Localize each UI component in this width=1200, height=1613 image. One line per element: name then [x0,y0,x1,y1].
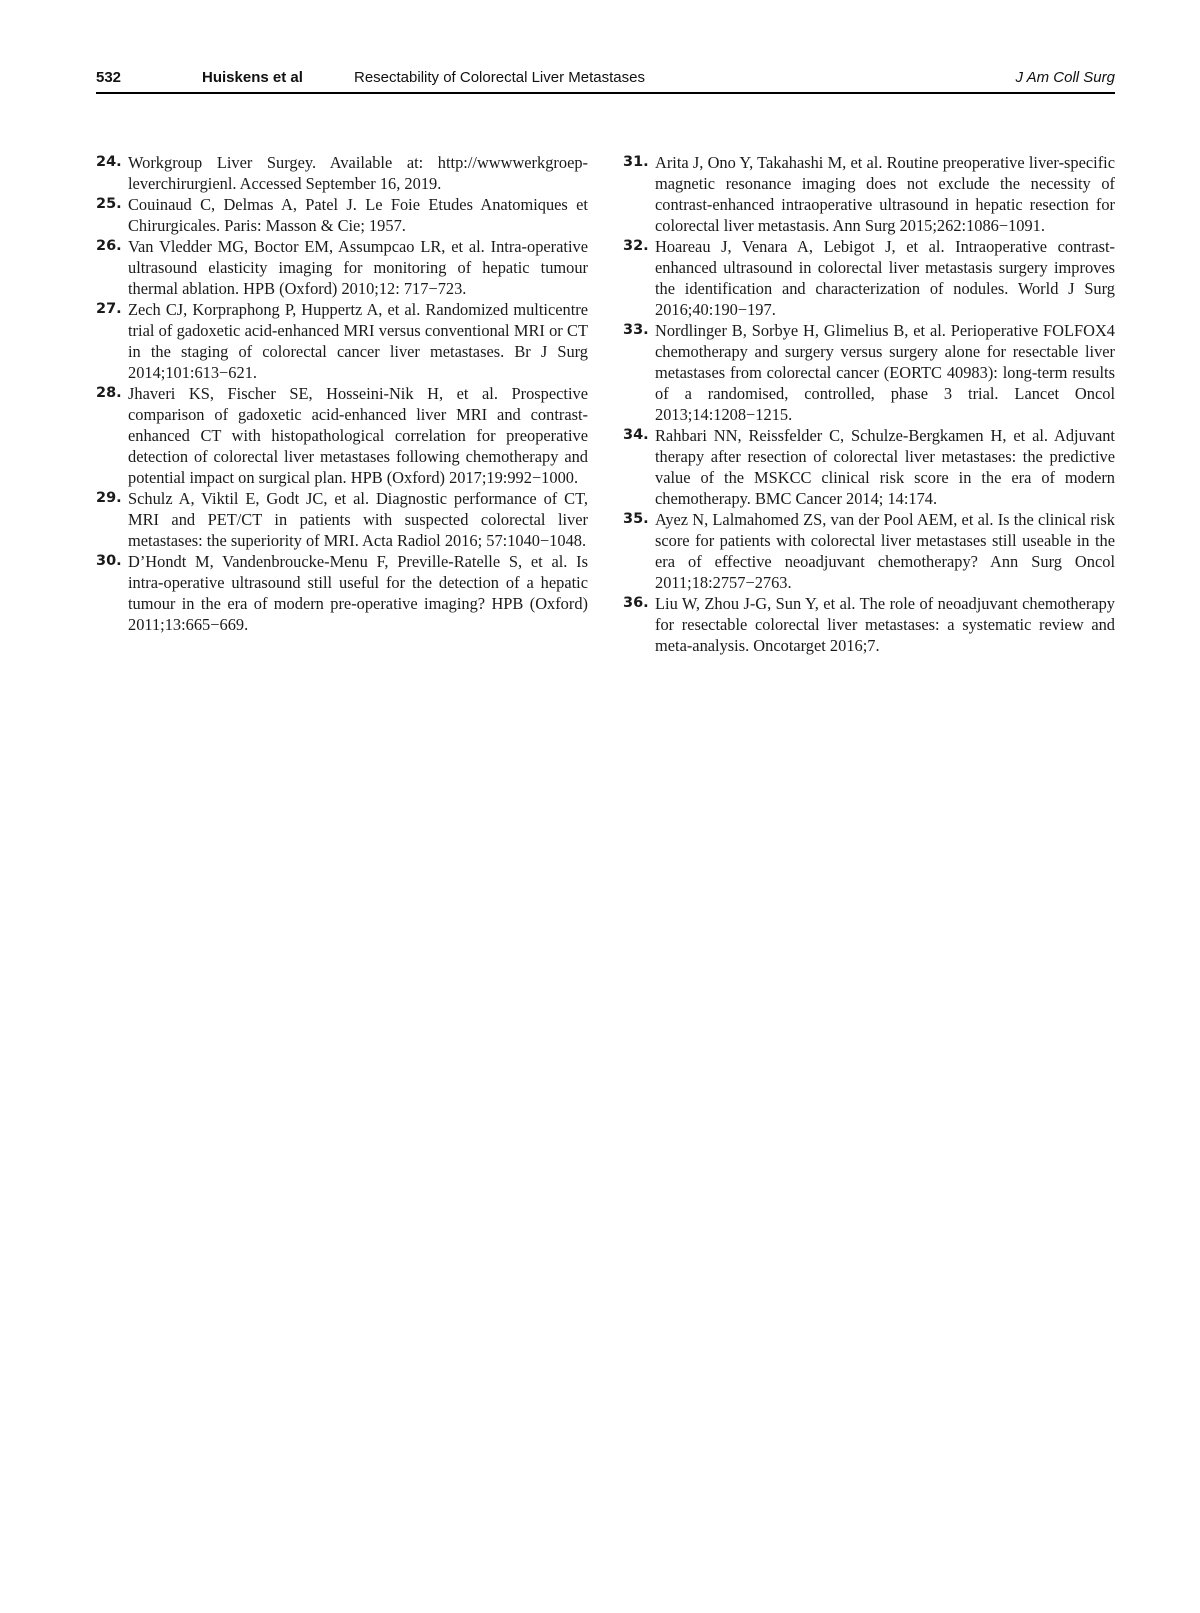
reference-number: 31. [623,154,649,170]
reference-text: Rahbari NN, Reissfelder C, Schulze-Bergkamen H, et al. Adjuvant therapy after resection of colorectal liver metastases: the predictive value of the MSKCC clinical risk score in the era of modern chemotherapy. BMC Cancer 2014; 14:174. [655,426,1115,508]
reference-number: 36. [623,595,649,611]
reference-item [623,509,1115,593]
reference-text: D’Hondt M, Vandenbroucke-Menu F, Preville-Ratelle S, et al. Is intra-operative ultrasound still useful for the detection of a hepatic tumour in the era of modern pre-operative imaging? HPB (Oxford) 2011;13:665−669. [128,552,588,634]
reference-item [623,236,1115,320]
reference-text: Arita J, Ono Y, Takahashi M, et al. Routine preoperative liver-specific magnetic resonance imaging does not exclude the necessity of contrast-enhanced intraoperative ultrasound in hepatic resection for colorectal liver metastasis. Ann Surg 2015;262:1086−1091. [655,153,1115,235]
journal-name: J Am Coll Surg [1015,69,1115,86]
running-header [96,66,1115,94]
references-right-column [623,152,1115,656]
reference-number: 26. [96,238,122,254]
reference-item [96,236,588,299]
reference-number: 32. [623,238,649,254]
reference-item [96,551,588,635]
reference-text: Ayez N, Lalmahomed ZS, van der Pool AEM, et al. Is the clinical risk score for patients with colorectal liver metastases still useable in the era of effective neoadjuvant chemotherapy? Ann Surg Oncol 2011;18:2757−2763. [655,510,1115,592]
reference-item [623,320,1115,425]
reference-number: 35. [623,511,649,527]
reference-number: 33. [623,322,649,338]
reference-number: 30. [96,553,122,569]
running-title: Resectability of Colorectal Liver Metastases [354,69,645,86]
reference-text: Zech CJ, Korpraphong P, Huppertz A, et al. Randomized multicentre trial of gadoxetic acid-enhanced MRI versus conventional MRI or CT in the staging of colorectal cancer liver metastases. Br J Surg 2014;101:613−621. [128,300,588,382]
references-left-column [96,152,588,635]
reference-text: Workgroup Liver Surgey. Available at: http://wwwwerkgroep-leverchirurgienl. Accessed September 16, 2019. [128,153,588,193]
reference-number: 27. [96,301,122,317]
reference-item [96,383,588,488]
reference-number: 29. [96,490,122,506]
reference-item [96,488,588,551]
reference-text: Couinaud C, Delmas A, Patel J. Le Foie Etudes Anatomiques et Chirurgicales. Paris: Masson & Cie; 1957. [128,195,588,235]
reference-number: 25. [96,196,122,212]
reference-item [623,593,1115,656]
reference-item [623,152,1115,236]
reference-text: Van Vledder MG, Boctor EM, Assumpcao LR, et al. Intra-operative ultrasound elasticity imaging for monitoring of hepatic tumour thermal ablation. HPB (Oxford) 2010;12: 717−723. [128,237,588,298]
reference-text: Liu W, Zhou J-G, Sun Y, et al. The role of neoadjuvant chemotherapy for resectable colorectal liver metastases: a systematic review and meta-analysis. Oncotarget 2016;7. [655,594,1115,655]
reference-text: Nordlinger B, Sorbye H, Glimelius B, et al. Perioperative FOLFOX4 chemotherapy and surgery versus surgery alone for resectable liver metastases from colorectal cancer (EORTC 40983): long-term results of a randomised, controlled, phase 3 trial. Lancet Oncol 2013;14:1208−1215. [655,321,1115,424]
reference-number: 28. [96,385,122,401]
reference-item [96,194,588,236]
reference-number: 34. [623,427,649,443]
reference-item [96,299,588,383]
running-authors: Huiskens et al [202,69,303,86]
page-number: 532 [96,69,122,86]
reference-text: Hoareau J, Venara A, Lebigot J, et al. Intraoperative contrast-enhanced ultrasound in colorectal liver metastasis surgery improves the identification and characterization of nodules. World J Surg 2016;40:190−197. [655,237,1115,319]
reference-text: Jhaveri KS, Fischer SE, Hosseini-Nik H, et al. Prospective comparison of gadoxetic acid-enhanced liver MRI and contrast-enhanced CT with histopathological correlation for preoperative detection of colorectal liver metastases following chemotherapy and potential impact on surgical plan. HPB (Oxford) 2017;19:992−1000. [128,384,588,487]
reference-text: Schulz A, Viktil E, Godt JC, et al. Diagnostic performance of CT, MRI and PET/CT in patients with suspected colorectal liver metastases: the superiority of MRI. Acta Radiol 2016; 57:1040−1048. [128,489,588,550]
reference-item [623,425,1115,509]
reference-item [96,152,588,194]
reference-number: 24. [96,154,122,170]
